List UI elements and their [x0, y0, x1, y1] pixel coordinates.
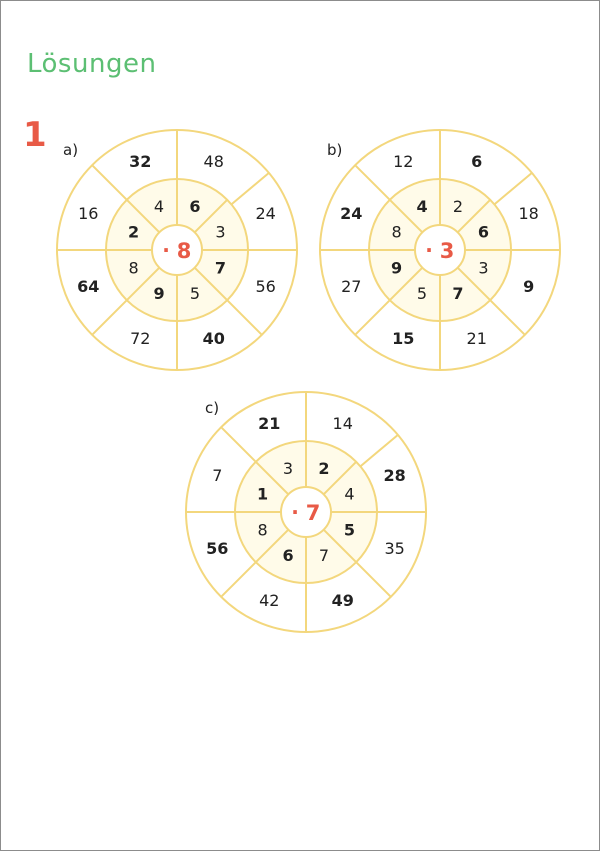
inner-factor: 1 [257, 484, 269, 504]
inner-factor: 5 [343, 520, 355, 540]
inner-factor: 2 [318, 459, 330, 479]
outer-product: 15 [392, 329, 415, 349]
inner-factor: 5 [189, 283, 201, 303]
wheel-a [56, 129, 298, 371]
outer-product: 12 [393, 151, 414, 171]
page-title: Lösungen [27, 49, 157, 79]
center-multiplier: 3 [439, 239, 455, 263]
outer-product: 42 [259, 591, 280, 611]
multiply-dot: · [162, 238, 170, 262]
inner-factor: 4 [153, 197, 165, 217]
inner-factor: 4 [344, 484, 355, 504]
outer-product: 35 [384, 539, 405, 559]
inner-factor: 6 [189, 197, 201, 217]
wheel-c [185, 391, 427, 633]
outer-product: 24 [340, 203, 363, 223]
inner-factor: 2 [128, 222, 140, 242]
outer-product: 64 [77, 277, 100, 297]
outer-product: 56 [206, 539, 229, 559]
outer-product: 28 [383, 465, 406, 485]
center-multiplier: 8 [176, 239, 192, 263]
inner-factor: 3 [215, 222, 226, 242]
wheel-c-label: c) [205, 399, 220, 417]
inner-factor: 7 [214, 258, 226, 278]
inner-factor: 9 [153, 283, 165, 303]
inner-factor: 6 [282, 545, 294, 565]
outer-product: 32 [129, 151, 152, 171]
multiply-dot: · [291, 500, 299, 524]
task-number: 1 [23, 115, 47, 155]
outer-product: 7 [212, 465, 223, 485]
outer-product: 56 [255, 277, 276, 297]
outer-product: 6 [471, 151, 483, 171]
outer-product: 48 [203, 151, 224, 171]
wheel-b [319, 129, 561, 371]
outer-product: 40 [202, 329, 225, 349]
inner-factor: 7 [452, 283, 464, 303]
multiply-dot: · [425, 238, 433, 262]
outer-product: 21 [466, 329, 487, 349]
inner-factor: 4 [416, 197, 428, 217]
center-multiplier: 7 [305, 501, 321, 525]
wheel-b-label: b) [327, 141, 343, 159]
inner-factor: 9 [391, 258, 403, 278]
outer-product: 16 [78, 203, 99, 223]
inner-factor: 6 [477, 222, 489, 242]
outer-product: 9 [523, 277, 535, 297]
outer-product: 18 [518, 203, 539, 223]
wheel-a-label: a) [63, 141, 79, 159]
outer-product: 21 [258, 413, 281, 433]
outer-product: 49 [331, 591, 354, 611]
inner-factor: 3 [282, 459, 294, 479]
outer-product: 24 [255, 203, 276, 223]
inner-factor: 8 [391, 222, 402, 242]
inner-factor: 8 [128, 258, 139, 278]
inner-factor: 3 [478, 258, 489, 278]
inner-factor: 2 [452, 197, 464, 217]
outer-product: 72 [130, 329, 151, 349]
inner-factor: 7 [318, 545, 330, 565]
outer-product: 27 [341, 277, 362, 297]
inner-factor: 5 [416, 283, 428, 303]
outer-product: 14 [332, 413, 353, 433]
inner-factor: 8 [257, 520, 268, 540]
